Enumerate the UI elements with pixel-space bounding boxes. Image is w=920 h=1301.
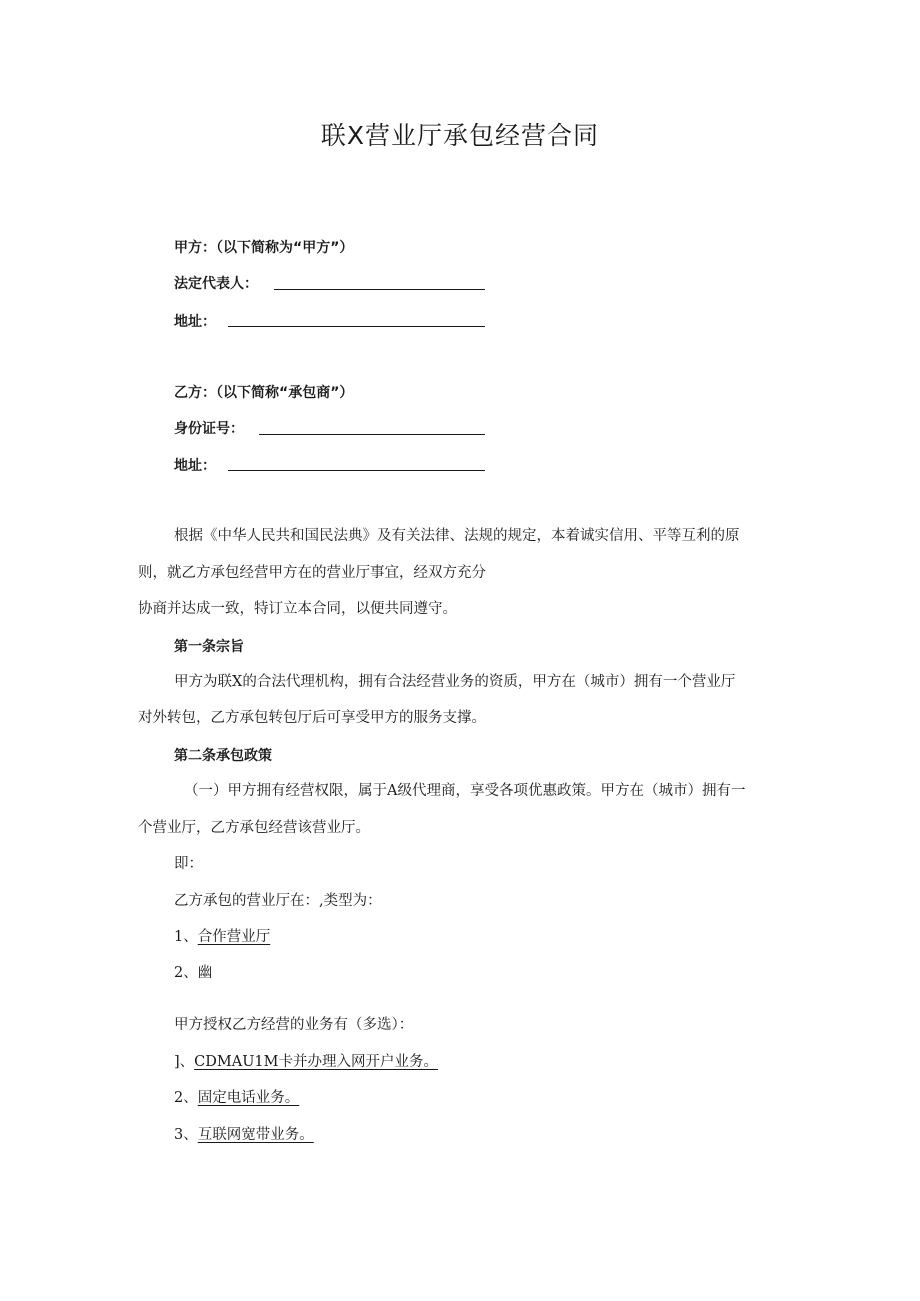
article-1-heading: 第一条宗旨 xyxy=(174,639,244,655)
intro-line-3: 协商并达成一致，特订立本合同，以便共同遵守。 xyxy=(138,601,457,617)
hall-type-option-2: 2、幽 xyxy=(174,965,213,981)
business-item-2-text: 固定电话业务。 xyxy=(197,1090,300,1106)
page-title: 联X营业厅承包经营合同 xyxy=(320,121,600,150)
intro-line-1: 根据《中华人民共和国民法典》及有关法律、法规的规定，本着诚实信用、平等互利的原 xyxy=(174,528,740,544)
hall-type-option-1-number: 1、 xyxy=(174,929,198,945)
article-1-line-1: 甲方为联X的合法代理机构，拥有合法经营业务的资质，甲方在（城市）拥有一个营业厅 xyxy=(174,674,736,690)
party-b-address-label: 地址： xyxy=(174,458,216,474)
party-a-address-field[interactable] xyxy=(228,325,485,327)
party-a-rep-field[interactable] xyxy=(274,288,485,290)
hall-type-text: 乙方承包的营业厅在：,类型为： xyxy=(174,893,382,909)
business-item-2-number: 2、 xyxy=(174,1090,198,1106)
clause-1-line-2: 个营业厅，乙方承包经营该营业厅。 xyxy=(138,820,370,836)
business-item-3-number: 3、 xyxy=(174,1127,198,1143)
article-1-line-2: 对外转包，乙方承包转包厅后可享受甲方的服务支撑。 xyxy=(138,710,486,726)
business-item-3-text: 互联网宽带业务。 xyxy=(197,1127,314,1143)
clause-1-line-1: （一）甲方拥有经营权限，属于A级代理商，享受各项优惠政策。甲方在（城市）拥有一 xyxy=(184,783,746,799)
business-item-3 xyxy=(174,1125,314,1145)
party-b-id-field[interactable] xyxy=(259,433,485,435)
hall-type-option-1 xyxy=(174,927,270,947)
ie-text: 即： xyxy=(174,856,203,872)
business-item-1-text: CDMAU1M卡并办理入网开户业务。 xyxy=(194,1054,439,1070)
party-a-label: 甲方：（以下简称为“甲方”） xyxy=(174,240,354,256)
party-b-id-label: 身份证号： xyxy=(174,421,244,437)
article-2-heading: 第二条承包政策 xyxy=(174,748,272,764)
business-item-1 xyxy=(174,1052,438,1072)
party-b-address-field[interactable] xyxy=(228,469,485,471)
hall-type-option-1-text: 合作营业厅 xyxy=(197,929,271,945)
party-a-address-label: 地址： xyxy=(174,314,216,330)
intro-line-2: 则，就乙方承包经营甲方在的营业厅事宜，经双方充分 xyxy=(138,565,486,581)
business-item-1-number: ]、 xyxy=(174,1054,195,1070)
business-item-2 xyxy=(174,1088,299,1108)
party-a-rep-label: 法定代表人： xyxy=(174,276,258,292)
business-intro: 甲方授权乙方经营的业务有（多选）： xyxy=(174,1017,414,1033)
party-b-label: 乙方：（以下简称“承包商”） xyxy=(174,385,354,401)
